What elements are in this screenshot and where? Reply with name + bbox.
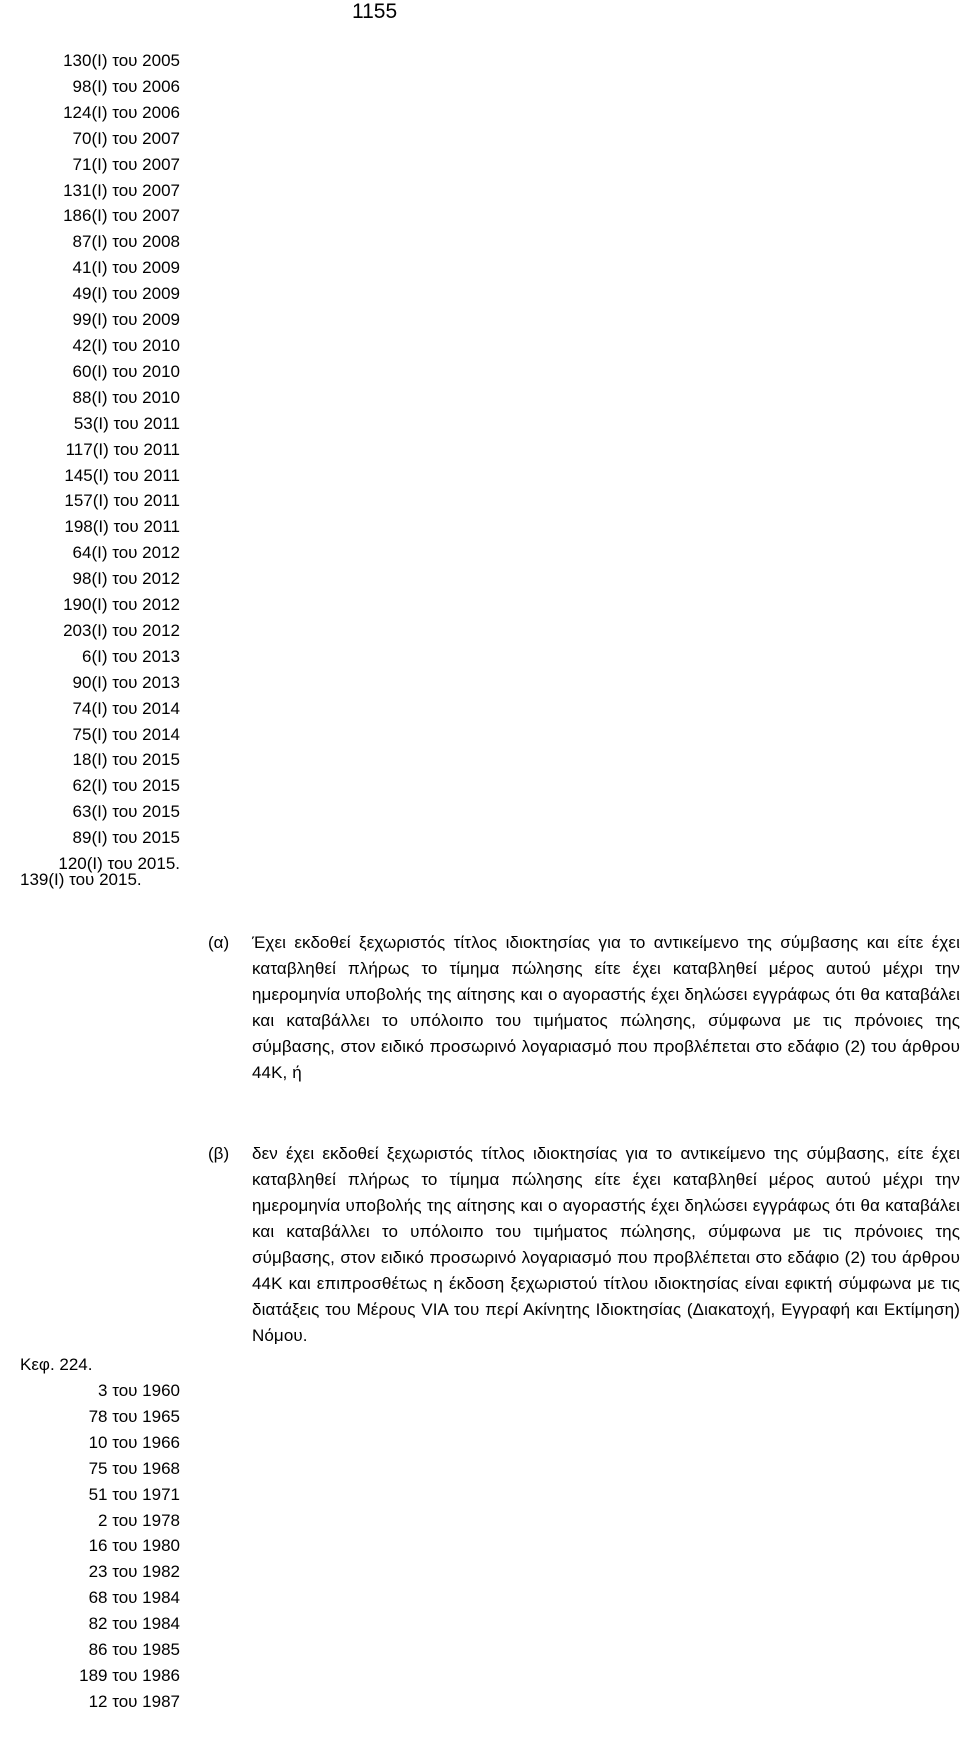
amendment-law-ref: 198(Ι) του 2011 <box>64 517 180 537</box>
amendment-law-ref: 130(Ι) του 2005 <box>63 51 180 70</box>
amendment-law-ref: 120(Ι) του 2015. <box>58 854 180 874</box>
cap-amendment-ref: 10 του 1966 <box>88 1432 180 1452</box>
cap-amendment-ref: 86 του 1985 <box>88 1640 180 1660</box>
paragraph-b <box>208 1141 960 1349</box>
amendment-law-ref: 42(Ι) του 2010 <box>72 335 180 355</box>
paragraph-a <box>208 930 960 1086</box>
cap-amendment-ref: 51 του 1971 <box>88 1484 180 1504</box>
amendment-law-ref: 145(Ι) του 2011 <box>64 465 180 485</box>
paragraph-a-marker: (α) <box>208 933 230 952</box>
cap-amendment-ref: 16 του 1980 <box>88 1536 180 1556</box>
cap-amendment-ref: 82 του 1984 <box>88 1614 180 1634</box>
amendment-law-ref: 131(Ι) του 2007 <box>63 180 180 200</box>
amendment-law-ref: 75(Ι) του 2014 <box>72 724 180 744</box>
amendment-law-ref: 63(Ι) του 2015 <box>72 802 180 822</box>
paragraph-b-marker: (β) <box>208 1144 230 1163</box>
amendment-law-ref: 98(Ι) του 2012 <box>72 569 180 589</box>
amendment-law-list <box>20 48 180 877</box>
cap-amendment-ref: 3 του 1960 <box>98 1381 180 1400</box>
cap-amendment-ref: 12 του 1987 <box>88 1691 180 1711</box>
amendment-law-ref: 190(Ι) του 2012 <box>63 595 180 615</box>
cap-amendment-ref: 68 του 1984 <box>88 1588 180 1608</box>
amendment-law-ref: 203(Ι) του 2012 <box>63 620 180 640</box>
amendment-law-ref: 41(Ι) του 2009 <box>72 258 180 278</box>
cap-label: Κεφ. 224. <box>20 1355 93 1374</box>
amendment-law-ref: 70(Ι) του 2007 <box>72 128 180 148</box>
amendment-law-ref: 71(Ι) του 2007 <box>72 154 180 174</box>
cap-amendment-ref: 2 του 1978 <box>98 1510 180 1530</box>
amendment-law-ref: 88(Ι) του 2010 <box>72 387 180 407</box>
amendment-law-ref: 62(Ι) του 2015 <box>72 776 180 796</box>
paragraph-b-text: δεν έχει εκδοθεί ξεχωριστός τίτλος ιδιοκτησίας για το αντικείμενο της σύμβασης, είτε έχει καταβληθεί πλήρως το τίμημα πώλησης είτε έχει καταβληθεί μέρος αυτού μέχρι την ημερομηνία υποβολής της αίτησης και ο αγοραστής έχει δηλώσει εγγράφως ότι θα καταβάλει και καταβάλλει το υπόλοιπο του τιμήματος πώλησης, σύμφωνα με τις πρόνοιες της σύμβασης, στον ειδικό προσωρινό λογαριασμό που προβλέπεται στο εδάφιο (2) του άρθρου 44Κ και επιπροσθέτως η έκδοση ξεχωριστού τίτλου ιδιοκτησίας είναι εφικτή σύμφωνα με τις διατάξεις του Μέρους VIA του περί Ακίνητης Ιδιοκτησίας (Διακατοχή, Εγγραφή και Εκτίμηση) Νόμου. <box>252 1144 960 1345</box>
amendment-law-ref: 186(Ι) του 2007 <box>63 206 180 226</box>
amendment-law-ref: 53(Ι) του 2011 <box>73 413 180 433</box>
cap-amendment-list <box>20 1378 180 1715</box>
amendment-law-ref: 90(Ι) του 2013 <box>72 672 180 692</box>
amendment-law-ref: 64(Ι) του 2012 <box>72 543 180 563</box>
cap-amendment-ref: 23 του 1982 <box>88 1562 180 1582</box>
page-number: 1155 <box>352 0 398 23</box>
amendment-law-ref: 87(Ι) του 2008 <box>72 232 180 252</box>
amendment-law-ref: 98(Ι) του 2006 <box>72 76 180 96</box>
paragraph-a-text: Έχει εκδοθεί ξεχωριστός τίτλος ιδιοκτησίας για το αντικείμενο της σύμβασης και είτε έχει καταβληθεί πλήρως το τίμημα πώλησης είτε έχει καταβληθεί μέρος αυτού μέχρι την ημερομηνία υποβολής της αίτησης και ο αγοραστής έχει δηλώσει εγγράφως ότι θα καταβάλει και καταβάλλει το υπόλοιπο του τιμήματος πώλησης, σύμφωνα με τις πρόνοιες της σύμβασης, στον ειδικό προσωρινό λογαριασμό που προβλέπεται στο εδάφιο (2) του άρθρου 44Κ, ή <box>252 933 960 1082</box>
amendment-law-ref: 89(Ι) του 2015 <box>72 828 180 848</box>
amendment-law-last: 139(Ι) του 2015. <box>20 870 142 889</box>
cap-amendment-ref: 75 του 1968 <box>88 1458 180 1478</box>
amendment-law-ref: 49(Ι) του 2009 <box>72 284 180 304</box>
amendment-law-ref: 6(Ι) του 2013 <box>82 646 180 666</box>
amendment-law-ref: 60(Ι) του 2010 <box>72 361 180 381</box>
amendment-law-ref: 18(Ι) του 2015 <box>72 750 180 770</box>
cap-amendment-ref: 78 του 1965 <box>88 1406 180 1426</box>
cap-amendment-ref: 189 του 1986 <box>79 1665 180 1685</box>
amendment-law-ref: 157(Ι) του 2011 <box>64 491 180 511</box>
amendment-law-ref: 117(Ι) του 2011 <box>65 439 180 459</box>
amendment-law-ref: 124(Ι) του 2006 <box>63 102 180 122</box>
amendment-law-ref: 74(Ι) του 2014 <box>72 698 180 718</box>
amendment-law-ref: 99(Ι) του 2009 <box>72 310 180 330</box>
